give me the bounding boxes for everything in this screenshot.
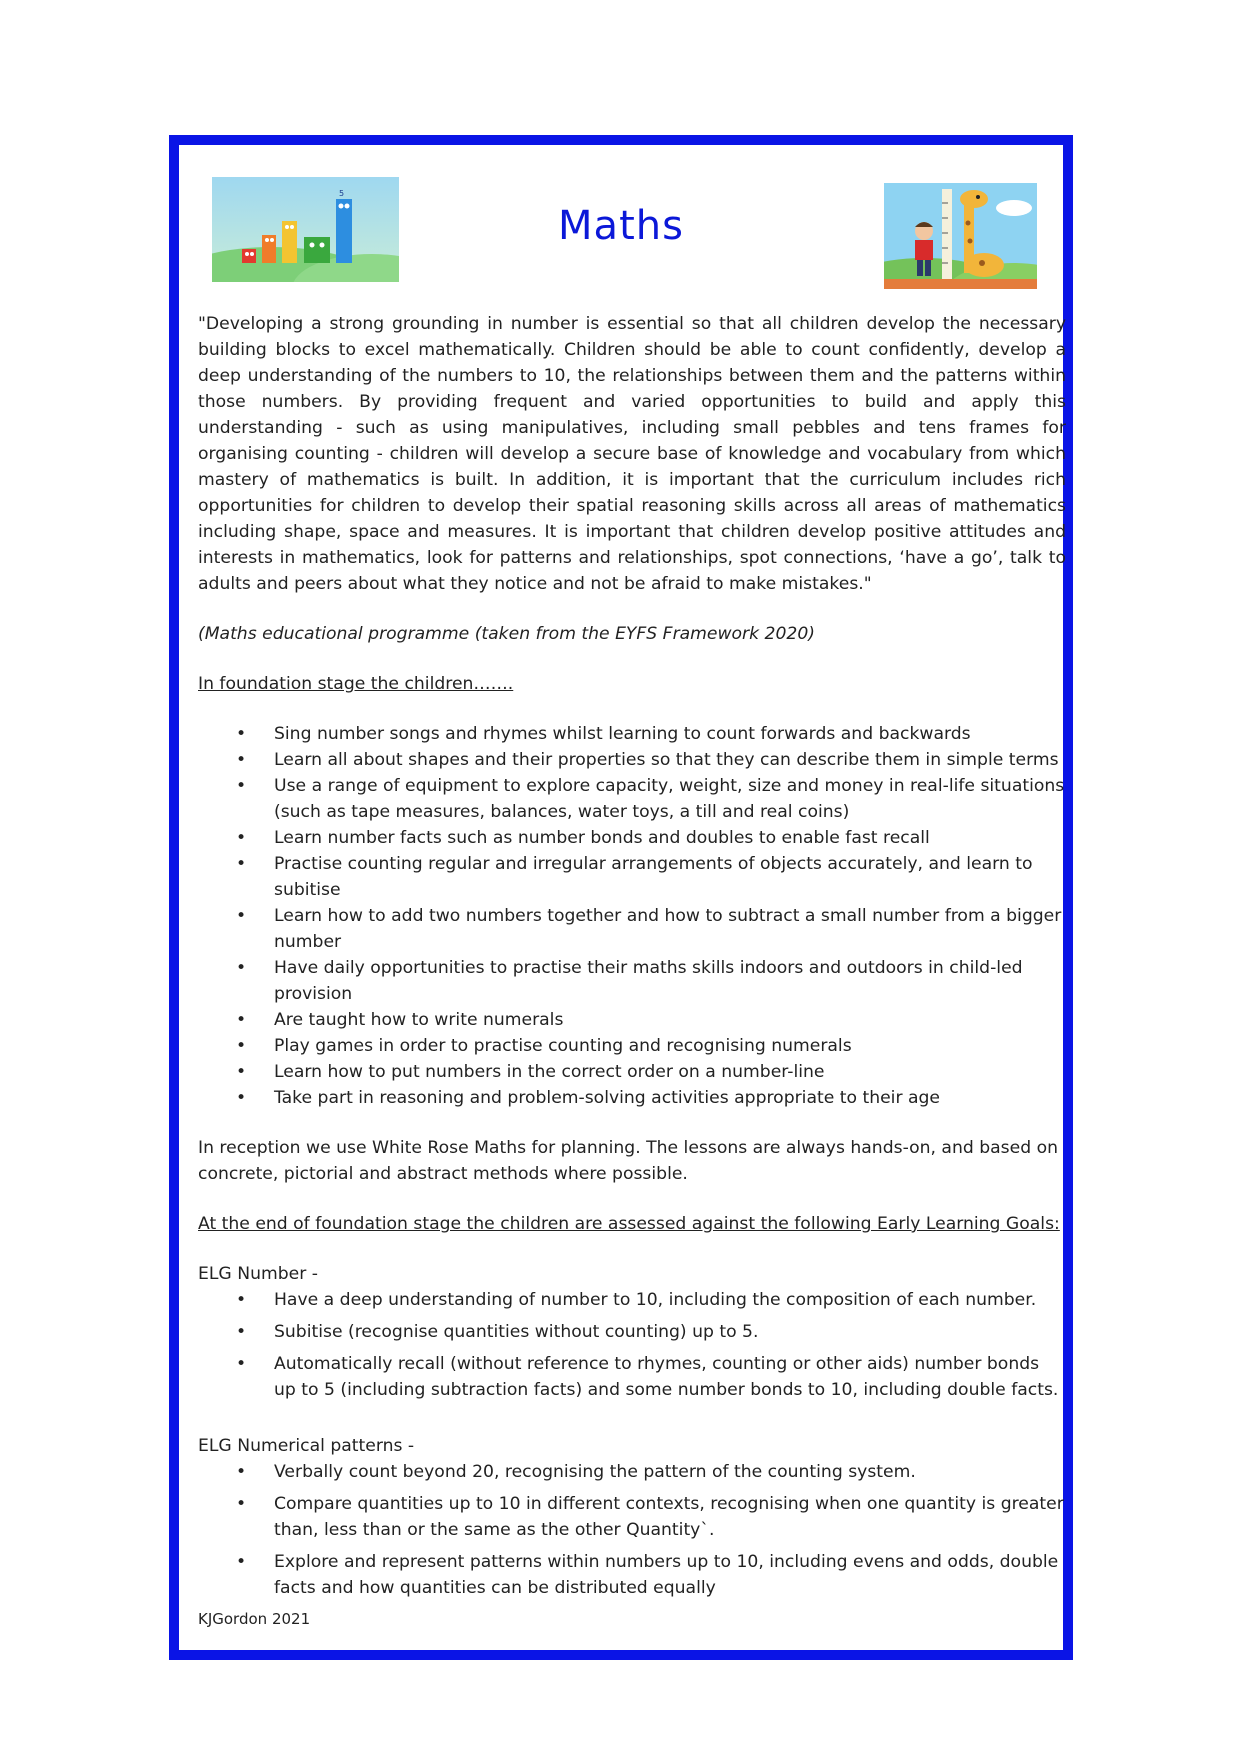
- list-item: • Have a deep understanding of number to 10, including the composition of each number.: [236, 1290, 1037, 1310]
- list-item: • Use a range of equipment to explore capacity, weight, size and money in real-life situations (such as tape measures, balances, water toys, a till and real coins): [236, 776, 1065, 822]
- list-item: • Explore and represent patterns within numbers up to 10, including evens and odds, double facts and how quantities can be distributed equally: [236, 1552, 1059, 1598]
- elg-heading: At the end of foundation stage the children are assessed against the following Early Learning Goals:: [198, 1214, 1060, 1234]
- elg-number-label: ELG Number -: [198, 1264, 318, 1284]
- elg-patterns-list: [198, 1459, 1066, 1601]
- list-item: • Automatically recall (without reference to rhymes, counting or other aids) number bonds up to 5 (including subtraction facts) and some number bonds to 10, including double facts.: [236, 1354, 1059, 1400]
- list-item: • Sing number songs and rhymes whilst learning to count forwards and backwards: [236, 724, 971, 744]
- foundation-list: [198, 721, 1066, 1111]
- list-item: • Compare quantities up to 10 in different contexts, recognising when one quantity is greater than, less than or the same as the other Quantity`.: [236, 1494, 1064, 1540]
- elg-number-list: [198, 1287, 1066, 1403]
- giraffe-height-chart-image: [884, 183, 1037, 289]
- list-item: • Have daily opportunities to practise their maths skills indoors and outdoors in child-led provision: [236, 958, 1023, 1004]
- list-item: • Learn number facts such as number bonds and doubles to enable fast recall: [236, 828, 930, 848]
- elg-patterns-label: ELG Numerical patterns -: [198, 1436, 415, 1456]
- page-frame: [169, 135, 1073, 1660]
- source-citation: (Maths educational programme (taken from the EYFS Framework 2020): [198, 624, 815, 644]
- list-item: • Play games in order to practise counting and recognising numerals: [236, 1036, 852, 1056]
- page-title: Maths: [558, 203, 684, 249]
- footer-credit: KJGordon 2021: [198, 1610, 311, 1628]
- list-item: • Are taught how to write numerals: [236, 1010, 564, 1030]
- intro-quote: "Developing a strong grounding in number is essential so that all children develop the necessary building blocks to excel mathematically. Children should be able to count confidently, develop a deep understanding of the numbers to 10, the relationships between them and the patterns within those numbers. By providing frequent and varied opportunities to build and apply this understanding - such as using manipulatives, including small pebbles and tens frames for organising counting - children will develop a secure base of knowledge and vocabulary from which mastery of mathematics is built. In addition, it is important that the curriculum includes rich opportunities for children to develop their spatial reasoning skills across all areas of mathematics including shape, space and measures. It is important that children develop positive attitudes and interests in mathematics, look for patterns and relationships, spot connections, ‘have a go’, talk to adults and peers about what they notice and not be afraid to make mistakes.": [198, 314, 1066, 594]
- main-content: [198, 311, 1066, 1607]
- reception-paragraph: In reception we use White Rose Maths for planning. The lessons are always hands-on, and based on concrete, pictorial and abstract methods where possible.: [198, 1138, 1058, 1184]
- list-item: • Practise counting regular and irregular arrangements of objects accurately, and learn to subitise: [236, 854, 1033, 900]
- list-item: • Subitise (recognise quantities without counting) up to 5.: [236, 1322, 759, 1342]
- foundation-heading: In foundation stage the children…….: [198, 674, 514, 694]
- list-item: • Learn how to add two numbers together and how to subtract a small number from a bigger number: [236, 906, 1062, 952]
- svg-text:5: 5: [339, 189, 345, 198]
- list-item: • Learn all about shapes and their properties so that they can describe them in simple terms: [236, 750, 1059, 770]
- list-item: • Take part in reasoning and problem-solving activities appropriate to their age: [236, 1088, 940, 1108]
- list-item: • Verbally count beyond 20, recognising the pattern of the counting system.: [236, 1462, 916, 1482]
- list-item: • Learn how to put numbers in the correct order on a number-line: [236, 1062, 825, 1082]
